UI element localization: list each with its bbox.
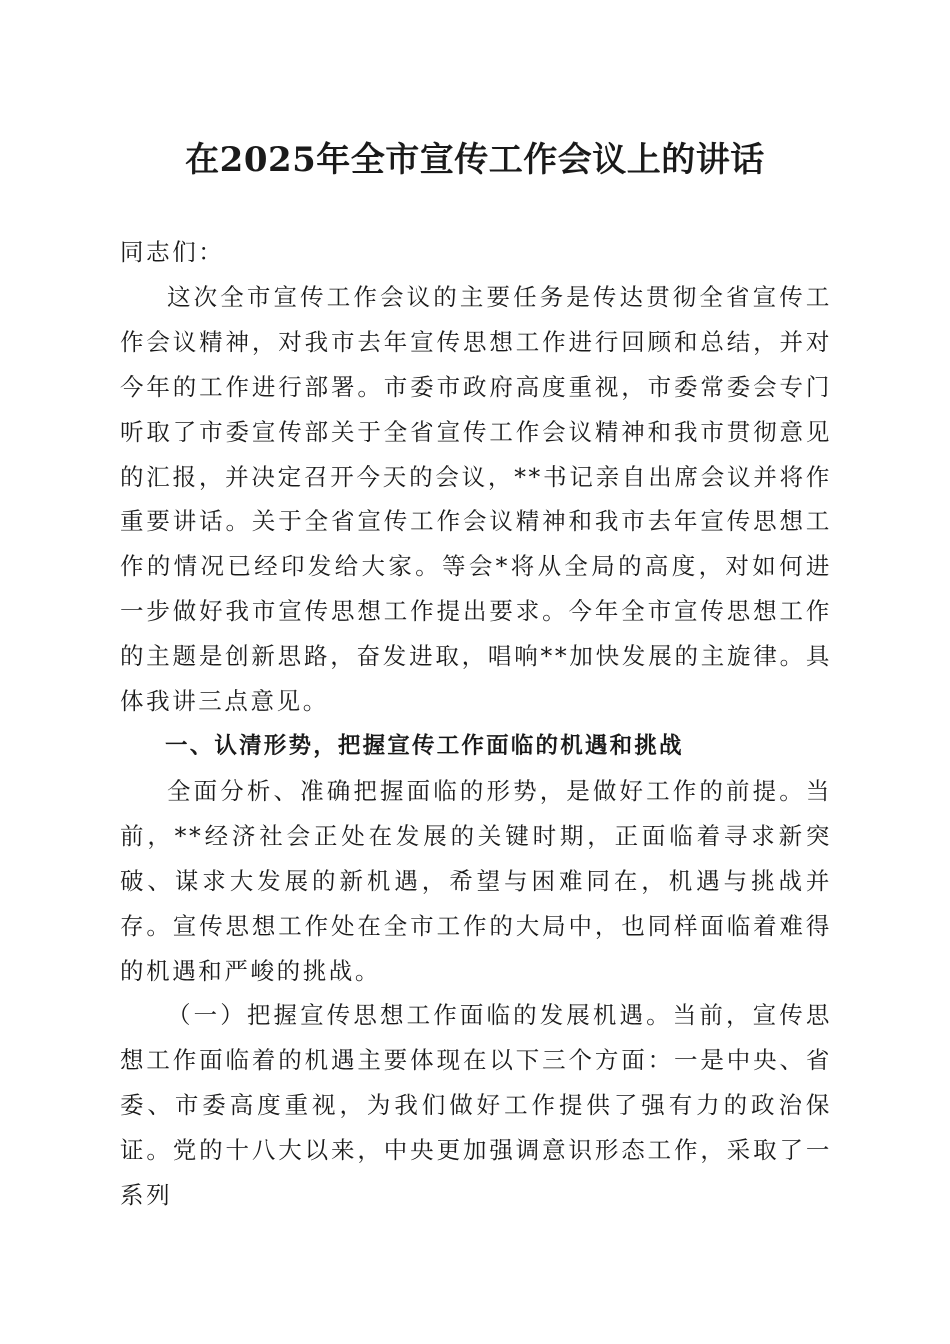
section-one-paragraph: 全面分析、准确把握面临的形势，是做好工作的前提。当前，**经济社会正处在发展的关键时期，正面临着寻求新突破、谋求大发展的新机遇，希望与困难同在，机遇与挑战并存。宣传思想工作处在全市工作的大局中，也同样面临着难得的机遇和严峻的挑战。 (120, 776, 832, 985)
document-body (120, 230, 832, 1218)
salutation: 同志们： (120, 238, 225, 266)
section-one-heading: 一、认清形势，把握宣传工作面临的机遇和挑战 (165, 732, 684, 759)
intro-paragraph: 这次全市宣传工作会议的主要任务是传达贯彻全省宣传工作会议精神，对我市去年宣传思想工作进行回顾和总结，并对今年的工作进行部署。市委市政府高度重视，市委常委会专门听取了市委宣传部关于全省宣传工作会议精神和我市贯彻意见的汇报，并决定召开今天的会议，**书记亲自出席会议并将作重要讲话。关于全省宣传工作会议精神和我市去年宣传思想工作的情况已经印发给大家。等会*将从全局的高度，对如何进一步做好我市宣传思想工作提出要求。今年全市宣传思想工作的主题是创新思路，奋发进取，唱响**加快发展的主旋律。具体我讲三点意见。 (120, 282, 832, 716)
document-title: 在2025年全市宣传工作会议上的讲话 (185, 140, 765, 180)
subsection-one-paragraph: （一）把握宣传思想工作面临的发展机遇。当前，宣传思想工作面临着的机遇主要体现在以下三个方面：一是中央、省委、市委高度重视，为我们做好工作提供了强有力的政治保证。党的十八大以来，中央更加强调意识形态工作，采取了一系列 (120, 1001, 832, 1210)
